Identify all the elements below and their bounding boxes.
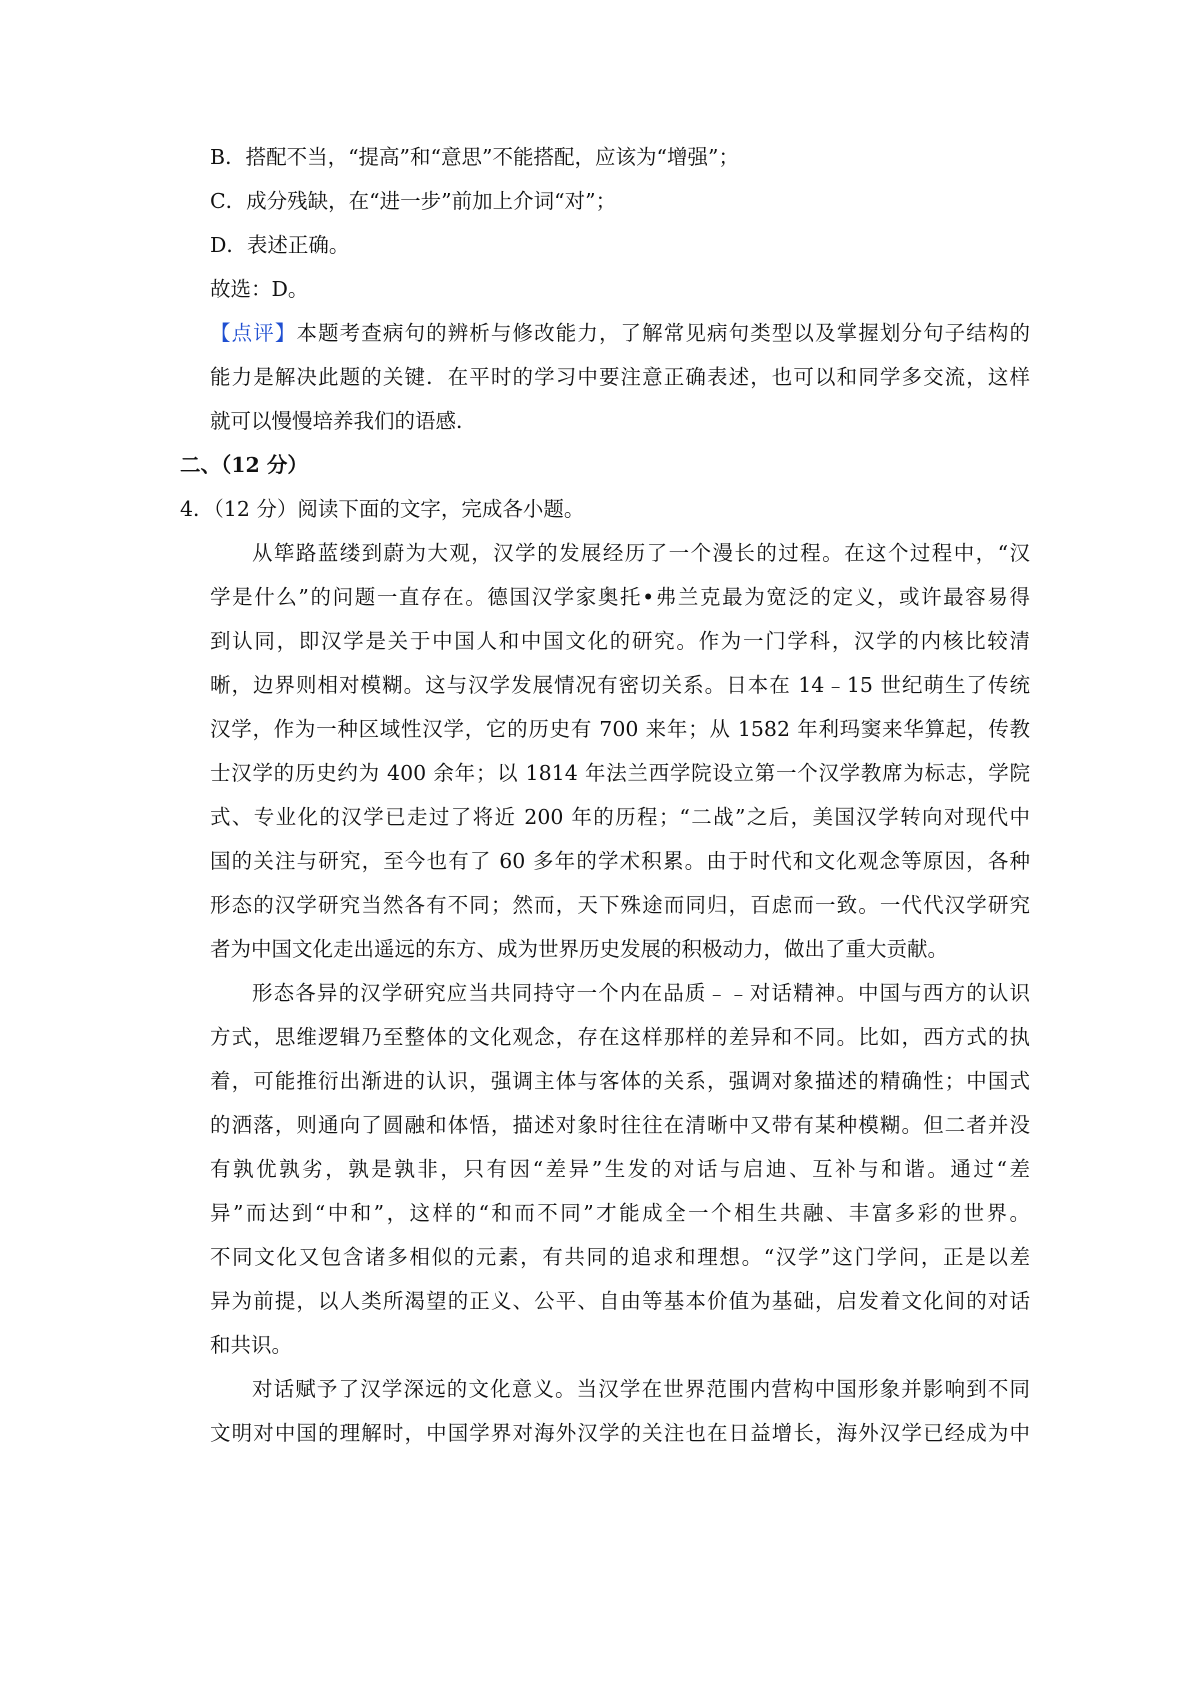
comment-tag: 【点评】 [210, 321, 297, 345]
answer-choice-line: 故选：D。 [210, 277, 309, 301]
option-b-line: B．搭配不当，“提高”和“意思”不能搭配，应该为“增强”； [210, 145, 739, 169]
passage-p2-line-2: 方式，思维逻辑乃至整体的文化观念，存在这样那样的差异和不同。比如，西方式的执 [210, 1025, 1030, 1049]
passage-p1-line-10: 者为中国文化走出遥远的东方、成为世界历史发展的积极动力，做出了重大贡献。 [210, 937, 948, 961]
passage-p2-line-1: 形态各异的汉学研究应当共同持守一个内在品质﹣﹣对话精神。中国与西方的认识 [252, 981, 1030, 1005]
passage-p3-line-1: 对话赋予了汉学深远的文化意义。当汉学在世界范围内营构中国形象并影响到不同 [252, 1377, 1030, 1401]
question-prompt: 4．（12 分）阅读下面的文字，完成各小题。 [180, 497, 585, 521]
option-d-line: D．表述正确。 [210, 233, 350, 257]
passage-p2-line-9: 和共识。 [210, 1333, 292, 1357]
passage-p1-line-9: 形态的汉学研究当然各有不同；然而，天下殊途而同归，百虑而一致。一代代汉学研究 [210, 893, 1030, 917]
passage-p1-line-4: 晰，边界则相对模糊。这与汉学发展情况有密切关系。日本在 14﹣15 世纪萌生了传统 [210, 673, 1030, 697]
passage-p2-line-4: 的洒落，则通向了圆融和体悟，描述对象时往往在清晰中又带有某种模糊。但二者并没 [210, 1113, 1030, 1137]
passage-p2-line-5: 有孰优孰劣，孰是孰非，只有因“差异”生发的对话与启迪、互补与和谐。通过“差 [210, 1157, 1030, 1181]
passage-p1-line-8: 国的关注与研究，至今也有了 60 多年的学术积累。由于时代和文化观念等原因，各种 [210, 849, 1030, 873]
comment-line-3: 就可以慢慢培养我们的语感． [210, 409, 477, 433]
passage-p2-line-8: 异为前提，以人类所渴望的正义、公平、自由等基本价值为基础，启发着文化间的对话 [210, 1289, 1030, 1313]
passage-p1-line-2: 学是什么”的问题一直存在。德国汉学家奥托•弗兰克最为宽泛的定义，或许最容易得 [210, 585, 1030, 609]
section-heading: 二、（12 分） [180, 453, 308, 477]
passage-p1-line-1: 从筚路蓝缕到蔚为大观，汉学的发展经历了一个漫长的过程。在这个过程中，“汉 [252, 541, 1030, 565]
comment-line-2: 能力是解决此题的关键．在平时的学习中要注意正确表述，也可以和同学多交流，这样 [210, 365, 1030, 389]
comment-text-1: 本题考查病句的辨析与修改能力，了解常见病句类型以及掌握划分句子结构的 [296, 321, 1031, 345]
passage-p1-line-3: 到认同，即汉学是关于中国人和中国文化的研究。作为一门学科，汉学的内核比较清 [210, 629, 1030, 653]
passage-p2-line-3: 着，可能推衍出渐进的认识，强调主体与客体的关系，强调对象描述的精确性；中国式 [210, 1069, 1030, 1093]
passage-p2-line-7: 不同文化又包含诸多相似的元素，有共同的追求和理想。“汉学”这门学问，正是以差 [210, 1245, 1030, 1269]
passage-p1-line-6: 士汉学的历史约为 400 余年；以 1814 年法兰西学院设立第一个汉学教席为标志，学院 [210, 761, 1030, 785]
passage-p3-line-2: 文明对中国的理解时，中国学界对海外汉学的关注也在日益增长，海外汉学已经成为中 [210, 1421, 1030, 1445]
comment-line-1 [210, 318, 1030, 348]
passage-p1-line-7: 式、专业化的汉学已走过了将近 200 年的历程；“二战”之后，美国汉学转向对现代中 [210, 805, 1030, 829]
option-c-line: C．成分残缺，在“进一步”前加上介词“对”； [210, 189, 617, 213]
passage-p2-line-6: 异”而达到“中和”，这样的“和而不同”才能成全一个相生共融、丰富多彩的世界。 [210, 1201, 1030, 1225]
passage-p1-line-5: 汉学，作为一种区域性汉学，它的历史有 700 来年；从 1582 年利玛窦来华算起，传教 [210, 717, 1030, 741]
